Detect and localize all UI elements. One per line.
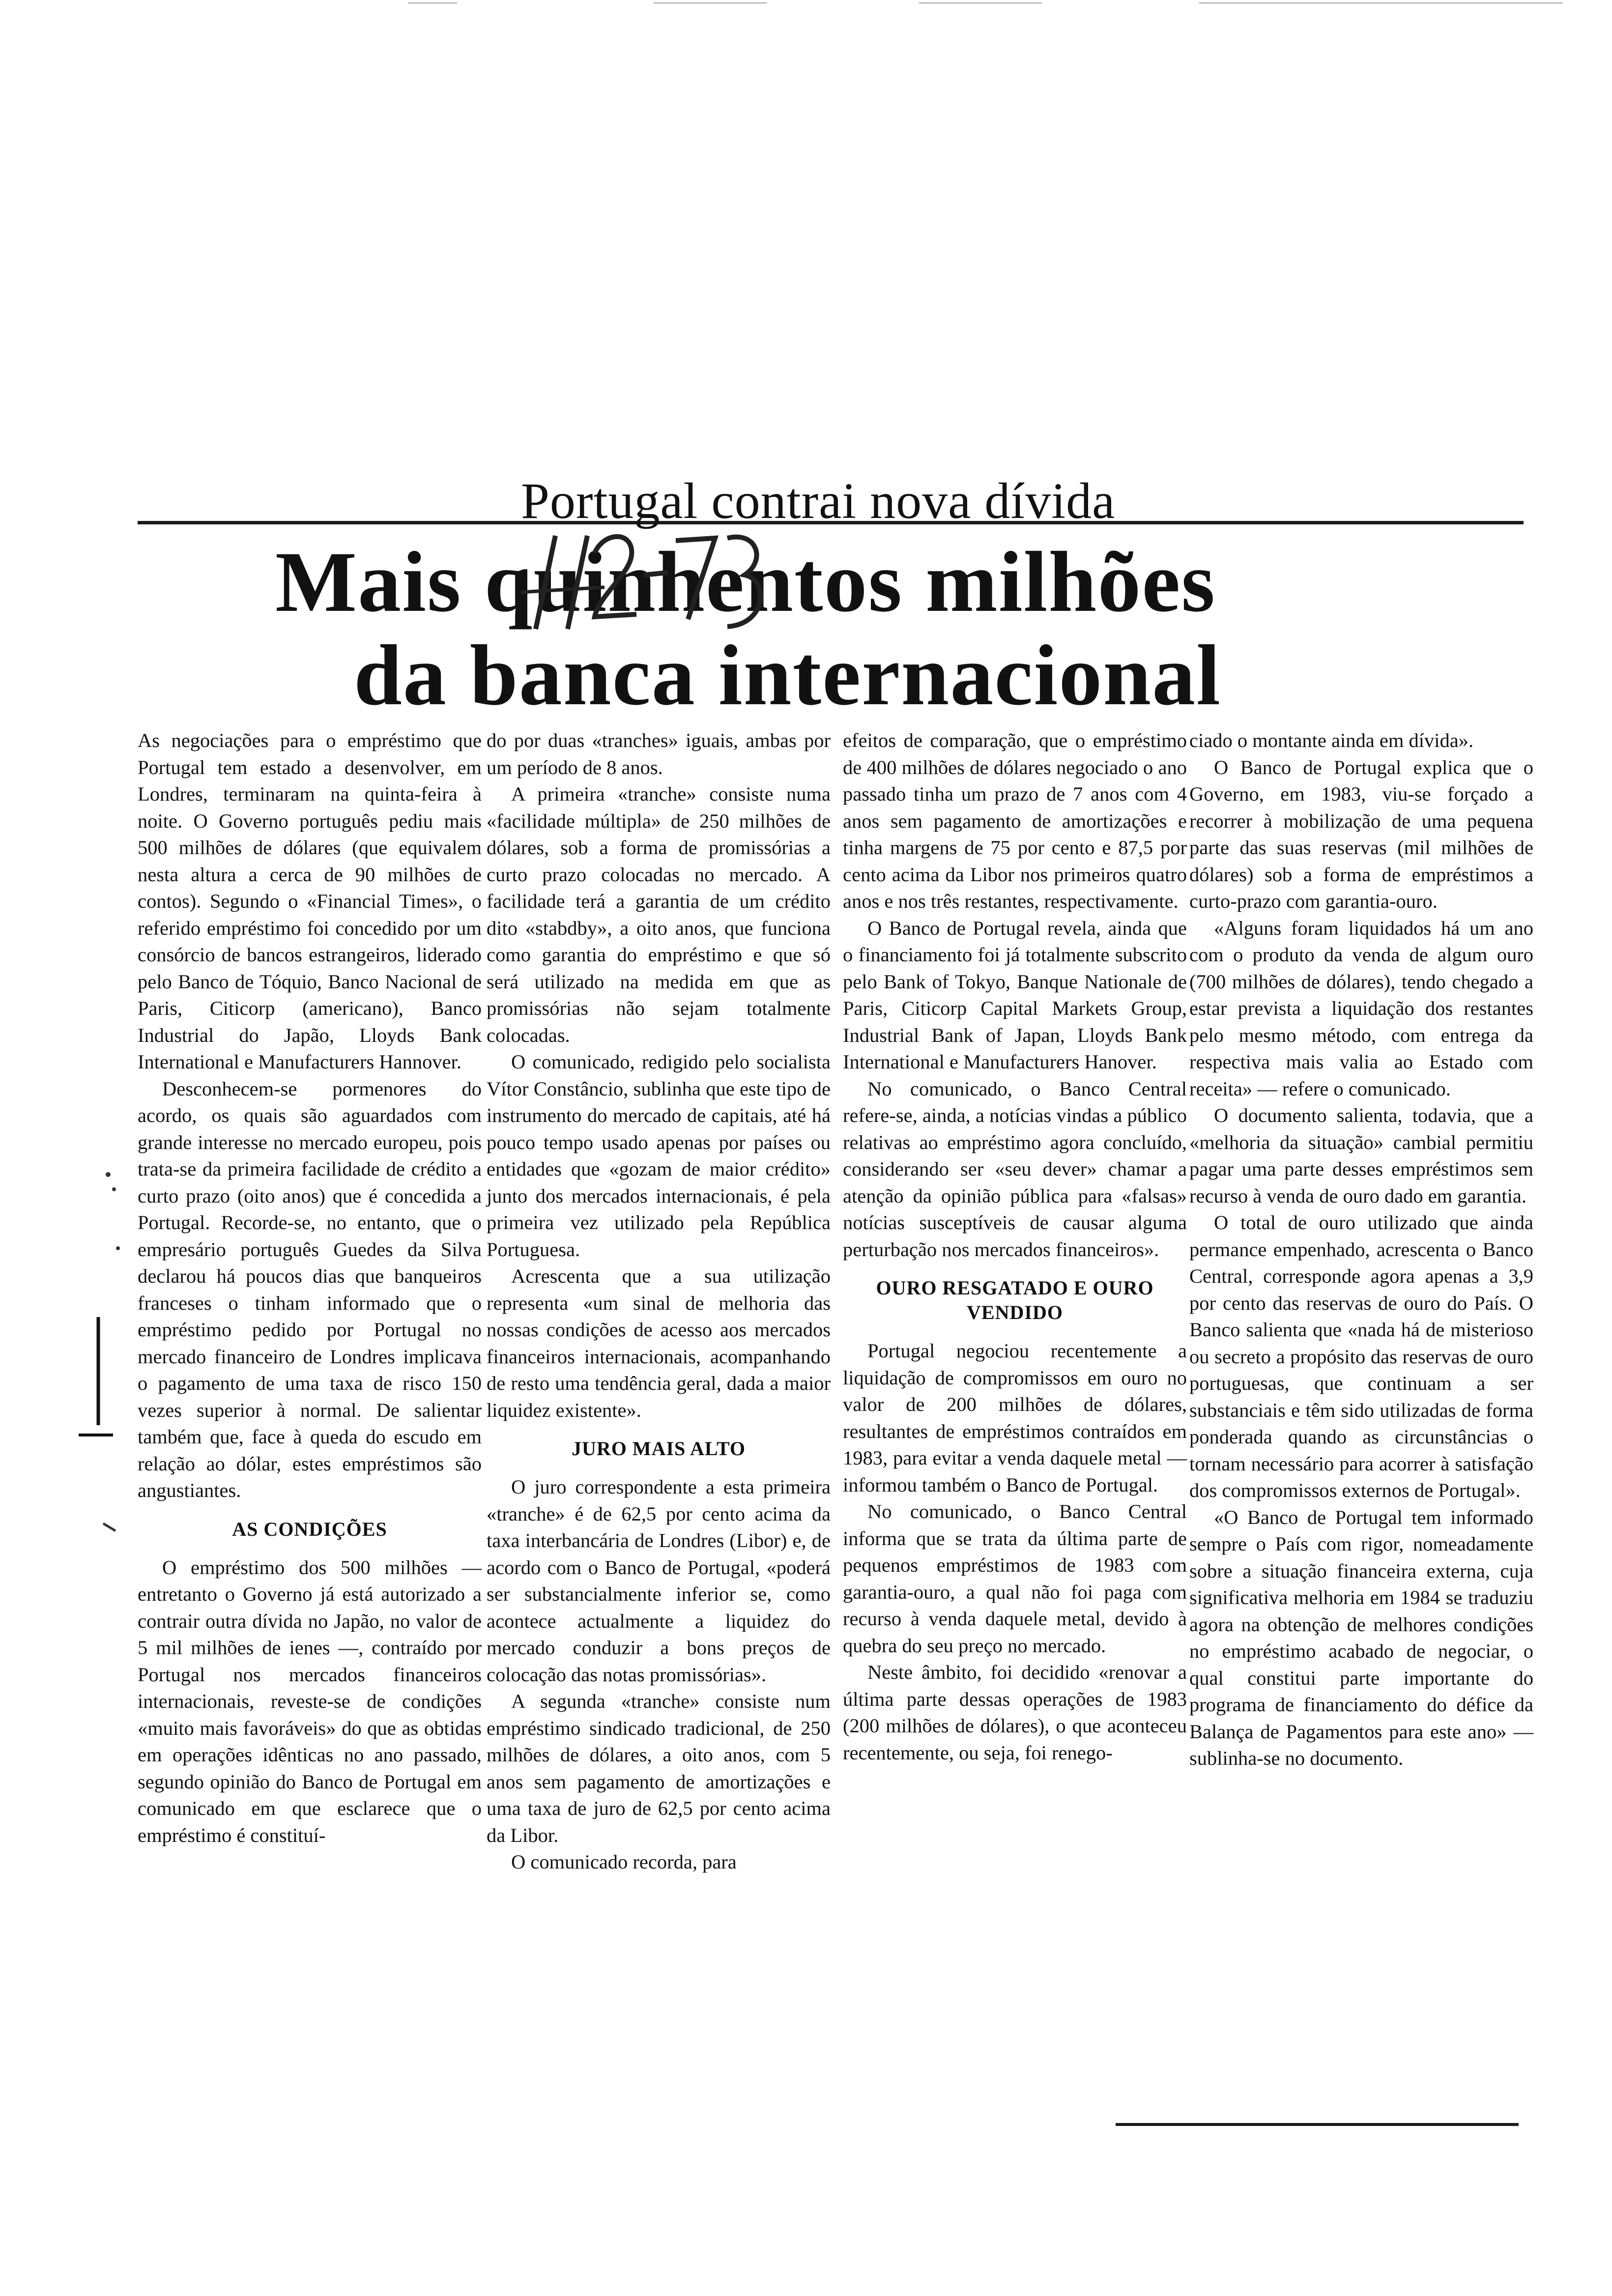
article-kicker: Portugal contrai nova dívida xyxy=(521,473,1116,529)
article-paragraph: No comunicado, o Banco Central refere-se, ainda, a notícias vindas a público relativas ao empréstimo agora concluído, considerando ser «seu dever» chamar a atenção da opinião pública para «falsas» notícias susceptíveis de causar alguma perturbação nos mercados financeiros». xyxy=(843,1077,1187,1261)
article-paragraph: do por duas «tranches» iguais, ambas por um período de 8 anos. xyxy=(487,729,831,778)
article-paragraph: O total de ouro utilizado que ainda permance empenhado, acrescenta o Banco Central, corresponde agora apenas a 3,9 por cento das reservas de ouro do País. O Banco salienta que «nada há de misterioso ou secreto a propósito das reservas de ouro portuguesas, que continuam a ser substanciais e têm sido utilizadas de forma ponderada quando as circunstâncias o tornam necessário para acorrer à satisfação dos compromissos externos de Portugal». xyxy=(1189,1211,1533,1501)
article-headline-line1: Mais quinhentos milhões xyxy=(275,534,1216,630)
article-paragraph: «Alguns foram liquidados há um ano com o produto da venda de algum ouro (700 milhões de dólares), tendo chegado a estar prevista a liquidação dos restantes pelo mesmo método, com entrega da respectiva mais valia ao Estado com receita» — refere o comunicado. xyxy=(1189,917,1533,1100)
article-column-3 xyxy=(843,727,1187,1766)
margin-marks xyxy=(79,1170,123,1563)
article-paragraph: A segunda «tranche» consiste num empréstimo sindicado tradicional, de 250 milhões de dólares, a oito anos, com 5 anos sem pagamento de amortizações e uma taxa de juro de 62,5 por cento acima da Libor. xyxy=(487,1690,831,1846)
article-paragraph: O documento salienta, todavia, que a «melhoria da situação» cambial permitiu pagar uma parte desses empréstimos sem recurso à venda de ouro dado em garantia. xyxy=(1189,1104,1533,1207)
section-heading: JURO MAIS ALTO xyxy=(571,1437,746,1460)
scan-edge-marks xyxy=(0,0,1612,20)
article-paragraph: O comunicado, redigido pelo socialista Vítor Constâncio, sublinha que este tipo de instrumento do mercado de capitais, até há pouco tempo usado apenas por países ou entidades que «gozam de maior crédito» junto dos mercados internacionais, é pela primeira vez utilizado pela República Portuguesa. xyxy=(487,1051,831,1261)
article-paragraph: Neste âmbito, foi decidido «renovar a última parte dessas operações de 1983 (200 milhões de dólares), o que aconteceu recentemente, ou seja, foi renego- xyxy=(843,1661,1187,1764)
article-paragraph: No comunicado, o Banco Central informa que se trata da última parte de pequenos empréstimos de 1983 com garantia-ouro, a qual não foi paga com recurso à venda daquele metal, devido à quebra do seu preço no mercado. xyxy=(843,1500,1187,1657)
article-paragraph: «O Banco de Portugal tem informado sempre o País com rigor, nomeadamente sobre a situação financeira externa, cuja significativa melhoria em 1984 se traduziu agora na obtenção de melhores condições no empréstimo acabado de negociar, o qual constitui parte importante do programa de financiamento do défice da Balança de Pagamentos para este ano» — sublinha-se no documento. xyxy=(1189,1506,1533,1769)
article-paragraph: O empréstimo dos 500 milhões — entretanto o Governo já está autorizado a contrair outra dívida no Japão, no valor de 5 mil milhões de ienes —, contraído por Portugal nos mercados financeiros internacionais, reveste-se de condições «muito mais favoráveis» do que as obtidas em operações idênticas no ano passado, segundo opinião do Banco de Portugal em comunicado em que esclarece que o empréstimo é constituí- xyxy=(138,1556,482,1846)
article-paragraph: A primeira «tranche» consiste numa «facilidade múltipla» de 250 milhões de dólares, sob a forma de promissórias a curto prazo colocadas no mercado. A facilidade terá a garantia de um crédito dito «stabdby», a oito anos, que funciona como garantia do empréstimo e que só será utilizado na medida em que as promissórias não sejam totalmente colocadas. xyxy=(487,783,831,1046)
article-headline-line2: da banca internacional xyxy=(354,628,1222,723)
article-paragraph: Portugal negociou recentemente a liquidação de compromissos em ouro no valor de 200 milhões de dólares, resultantes de empréstimos contraídos em 1983, para evitar a venda daquele metal — informou também o Banco de Portugal. xyxy=(843,1340,1187,1496)
section-heading: OURO RESGATADO E OURO VENDIDO xyxy=(876,1277,1154,1323)
article-paragraph: O Banco de Portugal explica que o Governo, em 1983, viu-se forçado a recorrer à mobilização de uma pequena parte das suas reservas (mil milhões de dólares) sob a forma de empréstimos a curto-prazo com garantia-ouro. xyxy=(1189,756,1533,912)
article-paragraph: As negociações para o empréstimo que Portugal tem estado a desenvolver, em Londres, terminaram na quinta-feira à noite. O Governo português pediu mais 500 milhões de dólares (que equivalem nesta altura a cerca de 90 milhões de contos). Segundo o «Financial Times», o referido empréstimo foi concedido por um consórcio de bancos estrangeiros, liderado pelo Banco de Tóquio, Banco Nacional de Paris, Citicorp (americano), Banco Industrial do Japão, Lloyds Bank International e Manufacturers Hannover. xyxy=(138,729,482,1073)
article-paragraph: O juro correspondente a esta primeira «tranche» é de 62,5 por cento acima da taxa interbancária de Londres (Libor) e, de acordo com o Banco de Portugal, «poderá ser substancialmente inferior se, como acontece actualmente a liquidez do mercado conduzir a bons preços de colocação das notas promissórias». xyxy=(487,1476,831,1686)
article-paragraph: Acrescenta que a sua utilização representa «um sinal de melhoria das nossas condições de acesso aos mercados financeiros internacionais, acompanhando de resto uma tendência geral, dada a maior liquidez existente». xyxy=(487,1265,831,1421)
handwritten-date xyxy=(521,511,777,639)
section-heading: AS CONDIÇÕES xyxy=(232,1518,387,1540)
article-column-4 xyxy=(1189,727,1533,1772)
article-paragraph: O Banco de Portugal revela, ainda que o financiamento foi já totalmente subscrito pelo Bank of Tokyo, Banque Nationale de Paris, Citicorp Capital Markets Group, Industrial Bank of Japan, Lloyds Bank International e Manufacturers Hanover. xyxy=(843,917,1187,1073)
article-paragraph: O comunicado recorda, para xyxy=(511,1851,737,1873)
article-paragraph: efeitos de comparação, que o empréstimo de 400 milhões de dólares negociado o ano passado tinha um prazo de 7 anos com 4 anos sem pagamento de amortizações e tinha margens de 75 por cento e 87,5 por cento acima da Libor nos primeiros quatro anos e nos três restantes, respectivamente. xyxy=(843,729,1187,912)
article-column-2 xyxy=(487,727,831,1876)
article-paragraph: ciado o montante ainda em dívida». xyxy=(1189,729,1474,751)
article-end-rule xyxy=(1116,2123,1519,2126)
article-column-1 xyxy=(138,727,482,1849)
article-paragraph: Desconhecem-se pormenores do acordo, os quais são aguardados com grande interesse no mercado europeu, pois trata-se da primeira facilidade de crédito a curto prazo (oito anos) que é concedida a Portugal. Recorde-se, no entanto, que o empresário português Guedes da Silva declarou há poucos dias que banqueiros franceses o tinham informado que o empréstimo pedido por Portugal no mercado financeiro de Londres implicava o pagamento de uma taxa de risco 150 vezes superior à normal. De salientar também que, face à queda do escudo em relação ao dólar, estes empréstimos são angustiantes. xyxy=(138,1077,482,1501)
